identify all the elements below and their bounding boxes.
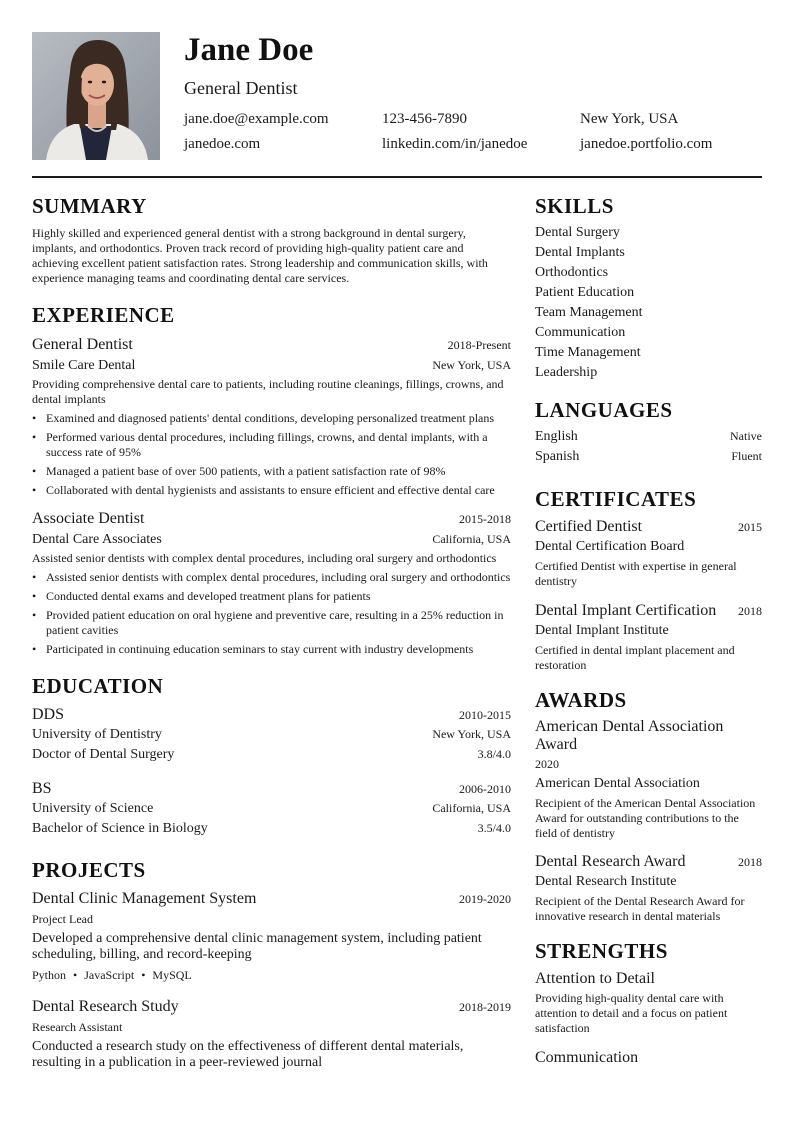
- experience-item: [32, 335, 511, 498]
- list-item: Patient Education: [535, 285, 635, 300]
- projects-section: [32, 858, 511, 1071]
- education-item: [32, 705, 511, 765]
- project-role: Project Lead: [32, 912, 93, 926]
- project-tags: [32, 968, 511, 983]
- section-heading: EXPERIENCE: [32, 303, 175, 327]
- strength-item: [535, 1048, 762, 1068]
- job-title: General Dentist: [32, 336, 133, 353]
- award-year: 2020: [535, 757, 559, 771]
- language-level: Native: [730, 429, 762, 443]
- award-year: 2018: [738, 855, 762, 869]
- list-item: Time Management: [535, 345, 641, 360]
- company-name: Dental Care Associates: [32, 532, 162, 547]
- field-of-study: Doctor of Dental Surgery: [32, 747, 175, 762]
- project-description: Conducted a research study on the effectiveness of different dental materials, resulting in a publication in a peer-reviewed journal: [32, 1039, 464, 1070]
- job-dates: 2018-Present: [447, 338, 511, 352]
- tag-separator: •: [73, 968, 78, 982]
- project-item: [32, 997, 511, 1071]
- education-dates: 2010-2015: [459, 708, 511, 722]
- tag-separator: •: [141, 968, 146, 982]
- section-heading: LANGUAGES: [535, 398, 673, 422]
- certificate-name: Certified Dentist: [535, 518, 643, 535]
- field-of-study: Bachelor of Science in Biology: [32, 821, 208, 836]
- section-heading: STRENGTHS: [535, 939, 668, 963]
- gpa: 3.5/4.0: [477, 821, 511, 835]
- certificate-description: Certified Dentist with expertise in general dentistry: [535, 559, 737, 588]
- education-dates: 2006-2010: [459, 782, 511, 796]
- school-location: New York, USA: [432, 727, 511, 741]
- job-location: California, USA: [432, 532, 511, 546]
- section-heading: SKILLS: [535, 194, 614, 218]
- certificate-item: [535, 601, 762, 673]
- awards-section: [535, 688, 762, 924]
- award-description: Recipient of the Dental Research Award for innovative research in dental materials: [535, 894, 745, 923]
- school-location: California, USA: [432, 801, 511, 815]
- skills-section: [535, 194, 762, 383]
- education-item: [32, 779, 511, 839]
- strength-item: [535, 969, 762, 1036]
- section-heading: SUMMARY: [32, 194, 147, 218]
- contact-location: New York, USA: [580, 111, 679, 127]
- award-description: Recipient of the American Dental Association Award for outstanding contributions to the field of dentistry: [535, 796, 756, 840]
- list-item: Team Management: [535, 305, 643, 320]
- languages-section: [535, 398, 762, 467]
- skills-list: [535, 223, 762, 383]
- certificate-item: [535, 517, 762, 589]
- right-column: [535, 194, 762, 1068]
- education-section: [32, 674, 511, 839]
- project-name: Dental Clinic Management System: [32, 890, 257, 907]
- list-item: • Examined and diagnosed patients' dental conditions, developing personalized treatment plans: [32, 411, 511, 426]
- job-title: Associate Dentist: [32, 510, 145, 527]
- project-name: Dental Research Study: [32, 998, 179, 1015]
- tag: MySQL: [152, 968, 192, 982]
- project-item: [32, 889, 511, 983]
- certificate-issuer: Dental Certification Board: [535, 539, 685, 554]
- candidate-title: General Dentist: [184, 78, 298, 98]
- list-item: • Performed various dental procedures, including fillings, crowns, and dental implants, with a success rate of 95%: [32, 430, 511, 460]
- list-item: • Participated in continuing education seminars to stay current with industry developments: [32, 642, 511, 657]
- strength-name: Attention to Detail: [535, 970, 655, 987]
- experience-item: [32, 509, 511, 657]
- school-name: University of Dentistry: [32, 727, 162, 742]
- language-name: English: [535, 429, 578, 444]
- award-item: [535, 718, 762, 841]
- summary-section: [32, 194, 511, 286]
- strengths-section: [535, 939, 762, 1068]
- language-row: [535, 427, 762, 447]
- certificates-section: [535, 487, 762, 673]
- project-dates: 2018-2019: [459, 1000, 511, 1014]
- list-item: • Managed a patient base of over 500 patients, with a patient satisfaction rate of 98%: [32, 464, 511, 479]
- award-name: Dental Research Award: [535, 853, 686, 870]
- award-issuer: American Dental Association: [535, 776, 700, 791]
- degree: DDS: [32, 706, 65, 723]
- portrait-image: [32, 32, 160, 160]
- contact-portfolio[interactable]: janedoe.portfolio.com: [580, 136, 713, 152]
- certificate-description: Certified in dental implant placement and restoration: [535, 643, 735, 672]
- list-item: Orthodontics: [535, 265, 609, 280]
- experience-section: [32, 303, 511, 657]
- award-name: American Dental Association Award: [535, 718, 724, 753]
- section-heading: EDUCATION: [32, 674, 164, 698]
- contact-website[interactable]: janedoe.com: [184, 136, 261, 152]
- contact-phone[interactable]: 123-456-7890: [382, 111, 467, 127]
- certificate-year: 2015: [738, 520, 762, 534]
- degree: BS: [32, 780, 52, 797]
- job-bullets: [32, 570, 511, 657]
- list-item: Communication: [535, 325, 626, 340]
- header-divider: [32, 176, 762, 178]
- list-item: Dental Surgery: [535, 225, 620, 240]
- list-item: • Provided patient education on oral hygiene and preventive care, resulting in a 25% reduction in patient cavities: [32, 608, 511, 638]
- company-name: Smile Care Dental: [32, 358, 136, 373]
- list-item: Dental Implants: [535, 245, 625, 260]
- job-description: Assisted senior dentists with complex dental procedures, including oral surgery and orthodontics: [32, 551, 497, 565]
- tag: JavaScript: [84, 968, 135, 982]
- language-row: [535, 447, 762, 467]
- section-heading: CERTIFICATES: [535, 487, 697, 511]
- certificate-issuer: Dental Implant Institute: [535, 623, 669, 638]
- list-item: Leadership: [535, 365, 598, 380]
- award-item: [535, 852, 762, 924]
- list-item: • Collaborated with dental hygienists and assistants to ensure efficient and effective dental care: [32, 483, 511, 498]
- certificate-name: Dental Implant Certification: [535, 602, 717, 619]
- summary-text: Highly skilled and experienced general dentist with a strong background in dental surgery, implants, and orthodontics. Proven track record of providing high-quality patient care and achieving excellent patient satisfaction rates. Strong leadership and communication skills, with experience managing teams and coordinating dental care services.: [32, 226, 488, 285]
- project-role: Research Assistant: [32, 1020, 123, 1034]
- list-item: • Assisted senior dentists with complex dental procedures, including oral surgery and orthodontics: [32, 570, 511, 585]
- gpa: 3.8/4.0: [477, 747, 511, 761]
- section-heading: PROJECTS: [32, 858, 146, 882]
- job-dates: 2015-2018: [459, 512, 511, 526]
- list-item: • Conducted dental exams and developed treatment plans for patients: [32, 589, 511, 604]
- candidate-name: Jane Doe: [184, 32, 314, 68]
- strength-name: Communication: [535, 1049, 639, 1066]
- language-name: Spanish: [535, 449, 580, 464]
- tag: Python: [32, 968, 67, 982]
- language-level: Fluent: [731, 449, 762, 463]
- contact-linkedin[interactable]: linkedin.com/in/janedoe: [382, 136, 528, 152]
- profile-photo: [32, 32, 160, 160]
- project-dates: 2019-2020: [459, 892, 511, 906]
- award-issuer: Dental Research Institute: [535, 874, 677, 889]
- project-description: Developed a comprehensive dental clinic management system, including patient scheduling, billing, and record-keeping: [32, 931, 482, 962]
- strength-description: Providing high-quality dental care with attention to detail and a focus on patient satisfaction: [535, 991, 728, 1035]
- certificate-year: 2018: [738, 604, 762, 618]
- contact-email[interactable]: jane.doe@example.com: [184, 111, 329, 127]
- section-heading: AWARDS: [535, 688, 627, 712]
- job-bullets: [32, 411, 511, 498]
- left-column: [32, 194, 511, 1071]
- job-description: Providing comprehensive dental care to patients, including routine cleanings, fillings, crowns, and dental implants: [32, 377, 504, 406]
- job-location: New York, USA: [432, 358, 511, 372]
- school-name: University of Science: [32, 801, 154, 816]
